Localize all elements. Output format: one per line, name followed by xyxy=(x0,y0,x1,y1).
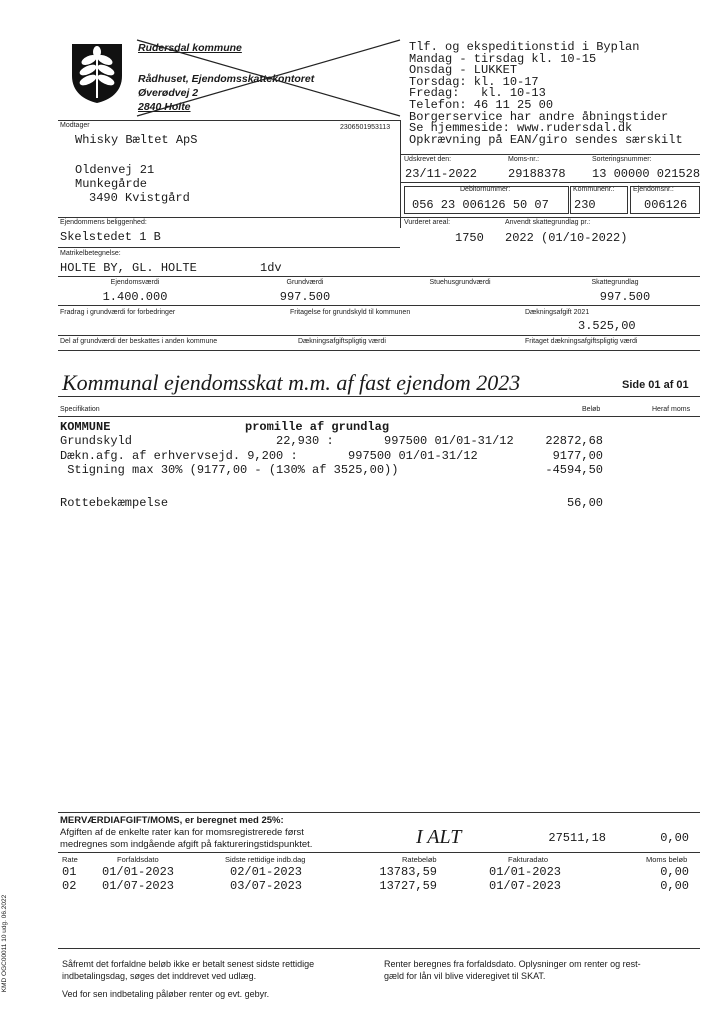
udskrevet-label: Udskrevet den: xyxy=(404,156,452,163)
moms-value: 29188378 xyxy=(508,167,566,181)
debitor-label: Debitornummer: xyxy=(460,186,511,193)
rate-header: Rate xyxy=(62,855,78,864)
contact-line: Tlf. og ekspeditionstid i Byplan xyxy=(409,40,640,54)
forfald-header: Forfaldsdato xyxy=(117,855,159,864)
spec-row-amount: -4594,50 xyxy=(545,463,603,477)
contact-line: Onsdag - LUKKET xyxy=(409,63,518,78)
page-number: Side 01 af 01 xyxy=(622,379,689,391)
i-alt-moms: 0,00 xyxy=(660,831,689,845)
recipient-name: Whisky Bæltet ApS xyxy=(75,133,198,147)
ejendomsvaerdi-label: Ejendomsværdi xyxy=(110,279,160,286)
recipient-postal: 3490 Kvistgård xyxy=(89,191,190,205)
ratebeloeb: 13727,59 xyxy=(379,879,437,893)
momsbeloeb: 0,00 xyxy=(660,879,689,893)
side-code: KMD OGC00011 10 udg. 06.2022 xyxy=(1,894,9,993)
skattegrundlag-label: Skattegrundlag xyxy=(591,279,639,286)
contact-line: Borgerservice har andre åbningstider xyxy=(409,109,669,124)
spec-row-amount: 9177,00 xyxy=(552,449,603,463)
heraf-moms-label: Heraf moms xyxy=(652,406,691,413)
matrikel-value: HOLTE BY, GL. HOLTE xyxy=(60,261,197,275)
contact-info xyxy=(409,42,683,146)
stuehus-label: Stuehusgrundværdi xyxy=(429,279,491,286)
fritaget-label: Fritaget dækningsafgiftspligtig værdi xyxy=(525,338,638,345)
rate-number: 02 xyxy=(62,879,77,893)
contact-line: Telefon: 46 11 25 00 xyxy=(409,97,554,112)
areal-label: Vurderet areal: xyxy=(404,219,451,226)
ratebeloeb-header: Ratebeløb xyxy=(402,855,437,864)
daekning-label: Dækningsafgift 2021 xyxy=(525,309,590,316)
address-line-2: Øverødvej 2 xyxy=(138,87,199,99)
fakturadato-header: Fakturadato xyxy=(508,855,549,864)
kommunenr-label: Kommunenr.: xyxy=(573,186,615,193)
municipality-crest xyxy=(70,42,124,104)
udskrevet-value: 23/11-2022 xyxy=(405,167,478,181)
rotte-amount: 56,00 xyxy=(566,496,603,510)
fradrag-label: Fradrag i grundværdi for forbedringer xyxy=(60,309,176,316)
contact-line: Se hjemmeside: www.rudersdal.dk xyxy=(409,121,633,136)
i-alt-label: I ALT xyxy=(416,826,462,848)
forfaldsdato: 01/01-2023 xyxy=(102,865,175,879)
page-title: Kommunal ejendomsskat m.m. af fast ejendom 2023 xyxy=(62,370,521,395)
ejendomsnr-label: Ejendomsnr.: xyxy=(633,186,674,193)
sidste-header: Sidste rettidige indb.dag xyxy=(225,855,306,864)
moms-text-2: medregnes som indgående afgift på faktureringstidspunktet. xyxy=(60,839,313,850)
sortering-value: 13 00000 021528 xyxy=(592,167,701,181)
fakturadato: 01/07-2023 xyxy=(489,879,562,893)
matrikel-label: Matrikelbetegnelse: xyxy=(60,250,121,257)
spec-row-text: Grundskyld 22,930 : 997500 01/01-31/12 xyxy=(60,434,514,448)
specifikation-label: Specifikation xyxy=(60,406,100,413)
contact-line: Opkrævning på EAN/giro sendes særskilt xyxy=(409,132,683,147)
momsbeloeb-header: Moms beløb xyxy=(646,855,688,864)
del-label: Del af grundværdi der beskattes i anden kommune xyxy=(60,338,218,345)
address-line-3: 2840 Holte xyxy=(138,101,191,113)
municipality-name: Rudersdal kommune xyxy=(138,42,242,54)
skattegrundlag-value: 997.500 xyxy=(599,290,651,304)
address-line-1: Rådhuset, Ejendomsskattekontoret xyxy=(138,73,315,85)
debitor-value: 056 23 006126 50 07 xyxy=(412,198,549,212)
contact-line: Fredag: kl. 10-13 xyxy=(409,86,546,101)
moms-heading: MERVÆRDIAFGIFT/MOMS, er beregnet med 25%: xyxy=(60,815,284,826)
spec-row-text: Dækn.afg. af erhvervsejd. 9,200 : 997500 01/01-31/12 xyxy=(60,449,478,463)
spec-row-text: Stigning max 30% (9177,00 - (130% af 3525,00)) xyxy=(60,463,399,477)
daekpligt-label: Dækningsafgiftspligtig værdi xyxy=(298,338,386,345)
fritagelse-label: Fritagelse for grundskyld til kommunen xyxy=(290,309,411,316)
spec-row-amount: 22872,68 xyxy=(545,434,603,448)
contact-line: Mandag - tirsdag kl. 10-15 xyxy=(409,51,597,66)
footer-right-2: gæld for lån vil blive videregivet til SKAT. xyxy=(384,971,546,981)
matrikel-ldv: 1dv xyxy=(260,261,282,275)
sortering-label: Sorteringsnummer: xyxy=(592,156,652,163)
recipient-label: Modtager xyxy=(60,122,90,129)
strike-cross xyxy=(135,38,405,120)
rotte-label: Rottebekæmpelse xyxy=(60,496,169,510)
grundvaerdi-label: Grundværdi xyxy=(286,279,324,286)
grundlag-label: Anvendt skattegrundlag pr.: xyxy=(505,219,591,226)
location-value: Skelstedet 1 B xyxy=(60,230,161,244)
fakturadato: 01/01-2023 xyxy=(489,865,562,879)
contact-line: Torsdag: kl. 10-17 xyxy=(409,74,539,89)
rate-number: 01 xyxy=(62,865,77,879)
kommune-label: KOMMUNE xyxy=(60,420,111,434)
forfaldsdato: 01/07-2023 xyxy=(102,879,175,893)
grundlag-value: 2022 (01/10-2022) xyxy=(505,231,628,245)
kommunenr-value: 230 xyxy=(574,198,596,212)
daekning-value: 3.525,00 xyxy=(578,319,636,333)
recipient-street: Oldenvej 21 xyxy=(75,163,155,177)
ratebeloeb: 13783,59 xyxy=(379,865,437,879)
recipient-town: Munkegårde xyxy=(75,177,148,191)
footer-left-1: Såfremt det forfaldne beløb ikke er betalt senest sidste rettidige xyxy=(62,959,315,969)
footer-left-3: Ved for sen indbetaling påløber renter og evt. gebyr. xyxy=(62,989,270,999)
i-alt-value: 27511,18 xyxy=(548,831,606,845)
moms-label: Moms-nr.: xyxy=(508,156,540,163)
recipient-id: 2306501953113 xyxy=(340,124,391,131)
sidste-dag: 03/07-2023 xyxy=(230,879,303,893)
areal-value: 1750 xyxy=(455,231,484,245)
ejendomsvaerdi-value: 1.400.000 xyxy=(102,290,168,304)
grundvaerdi-value: 997.500 xyxy=(279,290,331,304)
moms-text-1: Afgiften af de enkelte rater kan for momsregistrerede først xyxy=(60,827,304,838)
momsbeloeb: 0,00 xyxy=(660,865,689,879)
location-label: Ejendommens beliggenhed: xyxy=(60,219,147,226)
beloeb-label: Beløb xyxy=(582,406,601,413)
footer-left-2: indbetalingsdag, søges det inddrevet ved udlæg. xyxy=(62,971,257,981)
footer-right-1: Renter beregnes fra forfaldsdato. Oplysninger om renter og rest- xyxy=(384,959,641,969)
ejendomsnr-value: 006126 xyxy=(644,198,688,212)
promille-label: promille af grundlag xyxy=(245,420,390,434)
sidste-dag: 02/01-2023 xyxy=(230,865,303,879)
